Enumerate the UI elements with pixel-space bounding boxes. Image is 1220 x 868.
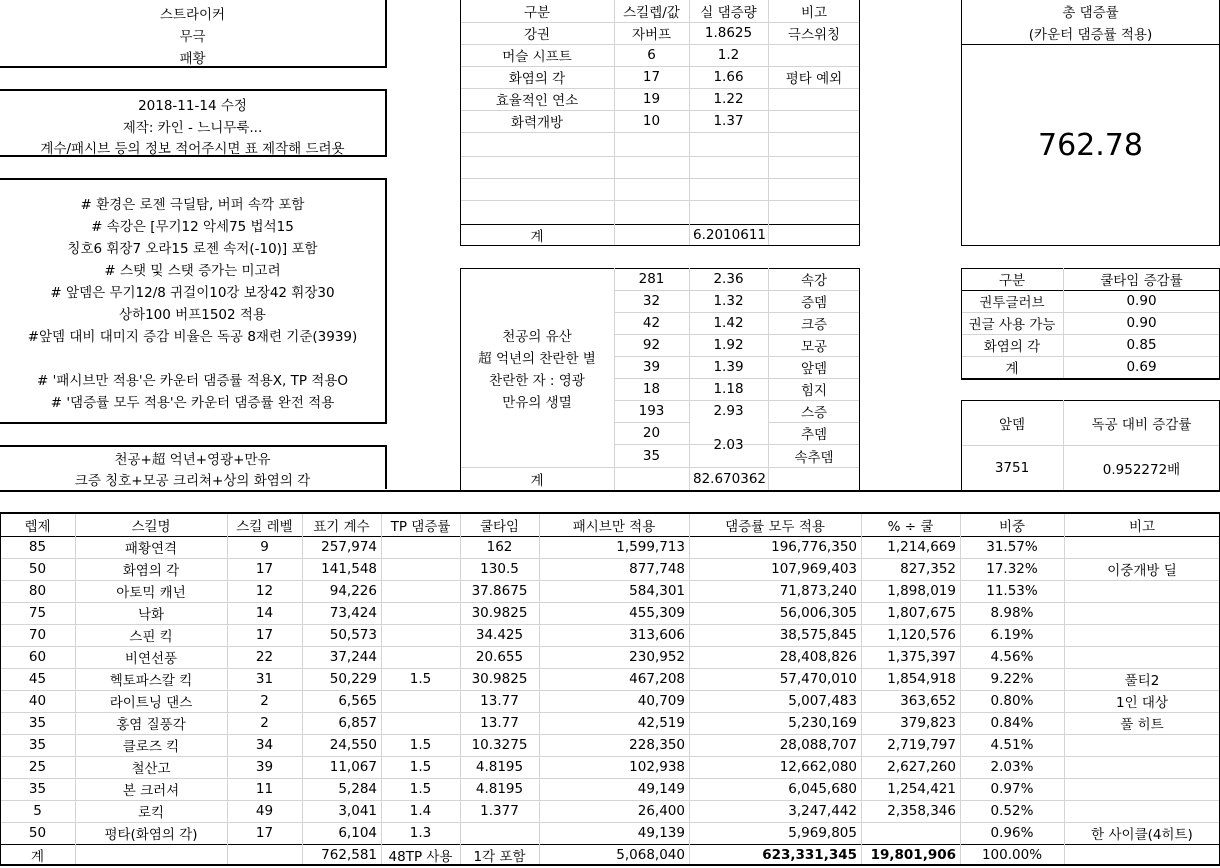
class-name: 스트라이커 xyxy=(159,6,226,23)
env-line-6: 상하100 버프1502 적용 xyxy=(119,307,266,323)
set-name-4: 만유의 생멸 xyxy=(502,395,572,411)
info-box-author xyxy=(0,89,387,157)
header-level: 스킬렙/값 xyxy=(623,5,680,21)
total-damage-subtitle: (카운터 댐증률 적용) xyxy=(1028,27,1153,43)
subclass-name: 무극 xyxy=(179,28,206,45)
env-line-1: # 환경은 로젠 극딜탐, 버퍼 속깍 포함 xyxy=(80,197,305,213)
equip-sets: 천공+超 억년+영광+만유 xyxy=(114,451,271,468)
author: 제작: 카인 - 느니무룩... xyxy=(122,119,263,136)
main-header-tp: TP 댐증률 xyxy=(390,519,451,535)
attack-header: 앞뎀 xyxy=(998,416,1026,433)
main-header-cooltime: 쿨타임 xyxy=(479,519,520,535)
header-note: 비고 xyxy=(800,5,828,21)
env-line-2: # 속강은 [무기12 악세75 법석15 xyxy=(91,219,294,235)
main-header-skill-name: 스킬명 xyxy=(131,519,171,535)
skill-buff-table: 구분 스킬렙/값 실 댐증량 비고 강권 자버프 1.8625 극스위칭 머슬 시프트 6 1.2 화염의 각 17 1.66 평타 예외 효율적인 연소 19 1.22 화력개방 10 1.37 계 6.2010611 xyxy=(460,0,860,246)
main-header-level-req: 렙제 xyxy=(24,519,51,535)
main-header-skill-level: 스킬 레벨 xyxy=(236,519,293,535)
set-name-3: 찬란한 자 : 영광 xyxy=(489,373,585,389)
env-line-10: # '댐증률 모두 적용'은 카운터 댐증률 완전 적용 xyxy=(50,395,335,411)
env-line-9: # '패시브만 적용'은 카운터 댐증률 적용X, TP 적용O xyxy=(36,373,349,389)
total-damage-title: 총 댐증률 xyxy=(1062,5,1119,21)
skill-buff-total-label: 계 xyxy=(530,229,544,245)
equip-total-value: 82.670362 xyxy=(693,470,767,487)
main-skill-table: 렙제 스킬명 스킬 레벨 표기 계수 TP 댐증률 쿨타임 패시브만 적용 댐증률 모두 적용 % ÷ 쿨 비중 비고 85 패황연격 9 257,974 162 1,599,713 196,776,350 1,214,669 31.57% 50 화염의 각 17 141,548 130.5 877,748 107,969,403 827,352 17.32% 이중개방 딜 80 아토믹 캐넌 12 94,226 37.8675 584,301 71,873,240 1,898,019 11.53% 75 낙화 14 73,424 30.9825 455,309 56,006,305 1,807,675 8.98% 70 스핀 킥 17 50,573 34.425 313,606 38,575,845 1,120,576 6.19% 60 비연선풍 22 37,244 20.655 230,952 28,408,826 1,375,397 4.56% 45 헥토파스칼 킥 31 50,229 1.5 30.9825 467,208 57,470,010 1,854,918 9.22% 풀티2 40 라이트닝 댄스 2 6,565 13.77 40,709 5,007,483 363,652 0.80% 1인 대상 35 홍염 질풍각 2 6,857 13.77 42,519 5,230,169 379,823 0.84% 풀 히트 35 클로즈 킥 34 24,550 1.5 10.3275 228,350 28,088,707 2,719,797 4.51% 25 철산고 39 11,067 1.5 4.8195 102,938 12,662,080 2,627,260 2.03% 35 본 크러셔 11 5,284 1.5 4.8195 49,149 6,045,680 1,254,421 0.97% 5 로킥 49 3,041 1.4 1.377 26,400 3,247,442 2,358,346 0.52% 50 평타(화염의 각) 17 6,104 1.3 49,139 5,969,805 0.96% 한 사이클(4히트) 계 762,581 48TP 사용 1각 포함 5,068,040 623,331,345 19,801,906 100.00% xyxy=(0,514,1220,868)
awakening-name: 패황 xyxy=(179,50,206,67)
attack-ratio-value: 0.952272배 xyxy=(1102,461,1181,478)
info-box-equipment xyxy=(0,445,387,489)
skill-buff-total-value: 6.2010611 xyxy=(693,227,767,243)
total-damage-value: 762.78 xyxy=(1038,127,1143,163)
equip-total-label: 계 xyxy=(530,472,544,489)
attack-value: 3751 xyxy=(994,459,1030,476)
equip-extras: 크증 칭호+모공 크리쳐+상의 화염의 각 xyxy=(74,473,311,489)
env-line-7: #앞뎀 대비 대미지 증감 비율은 독공 8재련 기준(3939) xyxy=(27,329,358,345)
set-name-2: 超 억년의 찬란한 별 xyxy=(478,351,596,367)
env-line-4: # 스탯 및 스탯 증가는 미고려 xyxy=(104,263,281,279)
cooltime-header-category: 구분 xyxy=(998,273,1026,289)
revision-date: 2018-11-14 수정 xyxy=(138,97,247,114)
main-header-note: 비고 xyxy=(1128,519,1156,535)
cooltime-table: 구분 쿨타임 증감률 권투글러브 0.90 권글 사용 가능 0.90 화염의 각 0.85 계 0.69 xyxy=(961,268,1220,380)
header-category: 구분 xyxy=(523,5,551,21)
main-header-passive-only: 패시브만 적용 xyxy=(572,519,656,535)
total-damage-box xyxy=(961,0,1220,246)
set-name-1: 천공의 유산 xyxy=(502,329,572,345)
main-header-coefficient: 표기 계수 xyxy=(313,519,370,535)
attack-compare-table xyxy=(961,400,1220,490)
info-box-environment xyxy=(0,178,387,424)
main-header-all-applied: 댐증률 모두 적용 xyxy=(725,519,825,535)
info-box-class xyxy=(0,0,387,68)
main-header-share: 비중 xyxy=(998,519,1026,535)
equip-merged-value: 2.03 xyxy=(713,436,744,453)
equipment-table: 천공의 유산 超 억년의 찬란한 별 찬란한 자 : 영광 만유의 생멸 281 2.36 속강 32 1.32 증뎀 42 1.42 크증 92 1.92 모공 39 1.39 앞뎀 18 1.18 힘지 193 2.93 스증 20 추뎀 35 속추뎀 2.03 계 82.670362 xyxy=(460,268,860,490)
env-line-3: 칭호6 휘장7 오라15 로젠 속저(-10)] 포함 xyxy=(67,241,318,257)
header-damage: 실 댐증량 xyxy=(700,5,757,21)
main-header-per-cooltime: % ÷ 쿨 xyxy=(887,519,934,535)
env-line-5: # 앞뎀은 무기12/8 귀걸이10강 보장42 휘장30 xyxy=(50,285,335,301)
request-note: 계수/패시브 등의 정보 적어주시면 표 제작해 드려욧 xyxy=(40,141,345,157)
cooltime-header-rate: 쿨타임 증감률 xyxy=(1100,273,1183,289)
attack-ratio-header: 독공 대비 증감률 xyxy=(1091,416,1192,433)
